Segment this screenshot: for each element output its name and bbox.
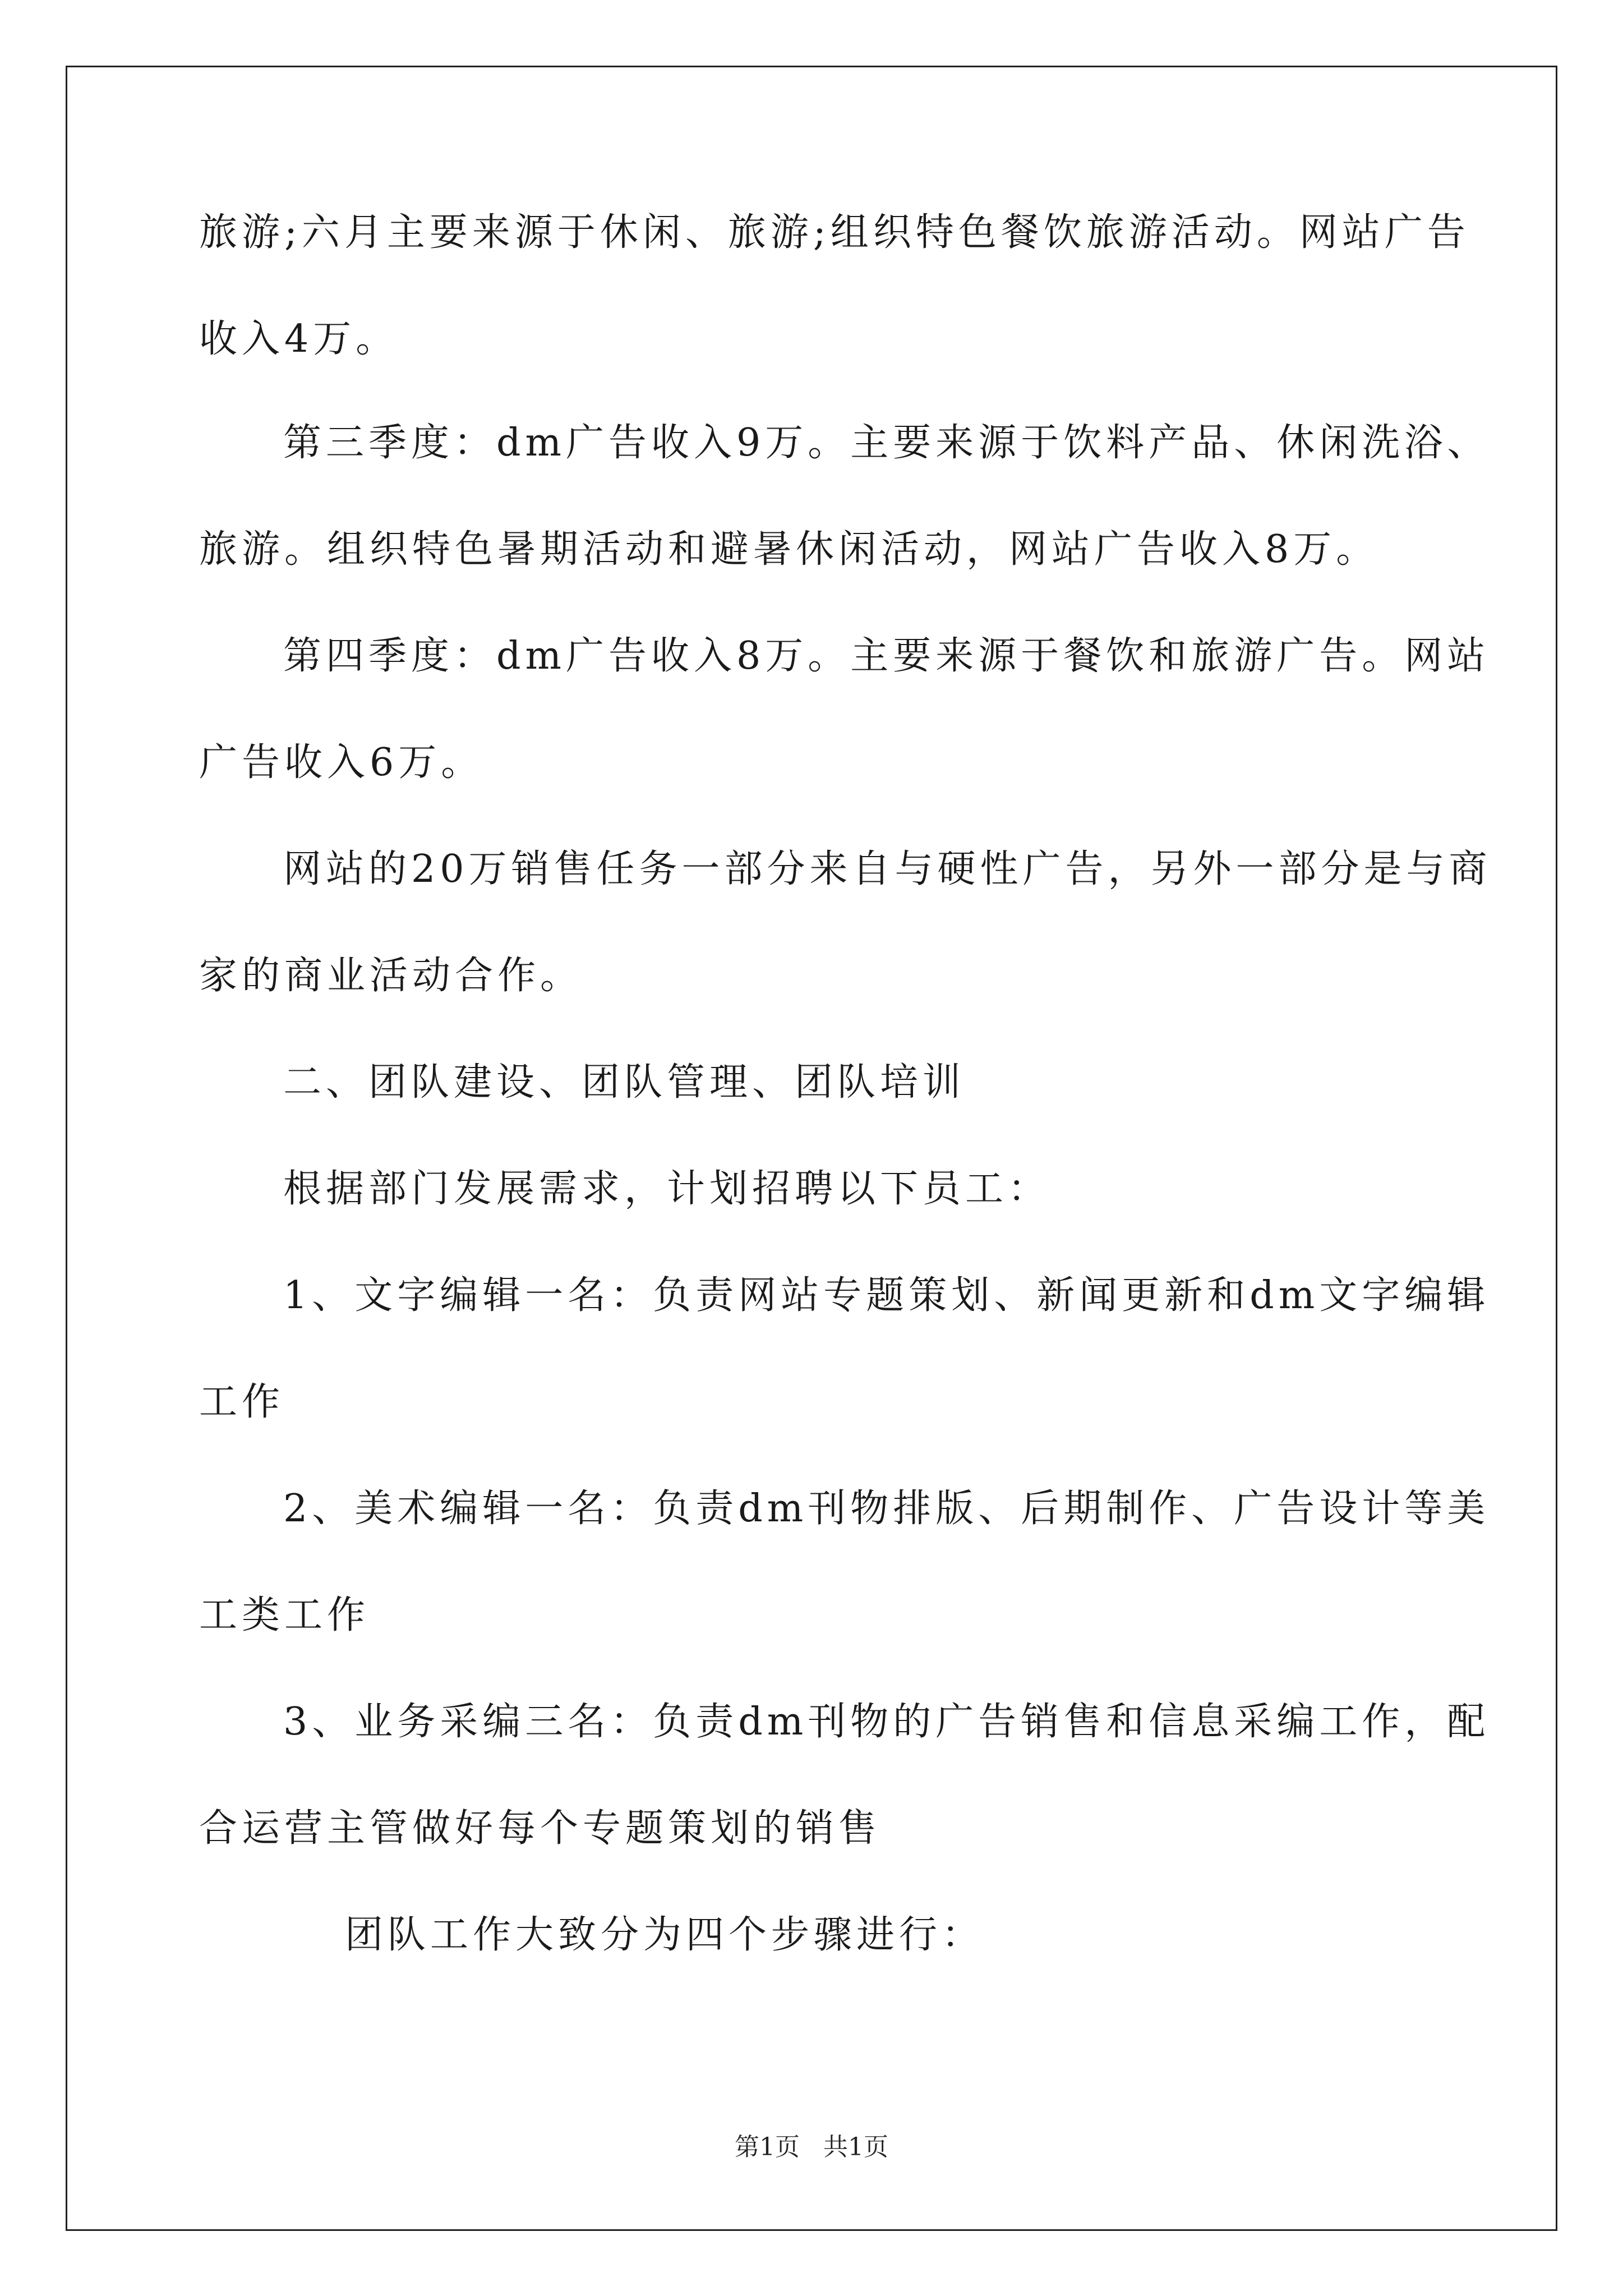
list-item: 2、美术编辑一名：负责dm刊物排版、后期制作、广告设计等美 — [283, 1487, 1490, 1531]
page-footer — [0, 2131, 1623, 2164]
text-line: 旅游;六月主要来源于休闲、旅游;组织特色餐饮旅游活动。网站广告 — [199, 210, 1470, 255]
text-line: 收入4万。 — [199, 317, 399, 361]
text-line: 工类工作 — [199, 1593, 370, 1637]
text-line: 合运营主管做好每个专题策划的销售 — [199, 1806, 882, 1851]
list-item: 1、文字编辑一名：负责网站专题策划、新闻更新和dm文字编辑 — [283, 1273, 1490, 1318]
page-total: 共1页 — [823, 2133, 888, 2161]
text-line: 旅游。组织特色暑期活动和避暑休闲活动，网站广告收入8万。 — [199, 527, 1379, 572]
text-line: 家的商业活动合作。 — [199, 954, 583, 998]
page-border — [66, 66, 1557, 2231]
list-item: 3、业务采编三名：负责dm刊物的广告销售和信息采编工作，配 — [283, 1700, 1490, 1744]
text-line: 第三季度：dm广告收入9万。主要来源于饮料产品、休闲洗浴、 — [283, 421, 1490, 465]
section-heading: 二、团队建设、团队管理、团队培训 — [283, 1060, 966, 1105]
text-line: 广告收入6万。 — [199, 740, 484, 785]
page-number: 第1页 — [735, 2133, 800, 2161]
text-line: 工作 — [199, 1380, 285, 1424]
text-line: 网站的20万销售任务一部分来自与硬性广告，另外一部分是与商 — [283, 847, 1492, 891]
text-line: 团队工作大致分为四个步骤进行： — [345, 1913, 985, 1957]
text-line: 第四季度：dm广告收入8万。主要来源于餐饮和旅游广告。网站 — [283, 634, 1490, 678]
text-line: 根据部门发展需求，计划招聘以下员工： — [283, 1167, 1051, 1211]
